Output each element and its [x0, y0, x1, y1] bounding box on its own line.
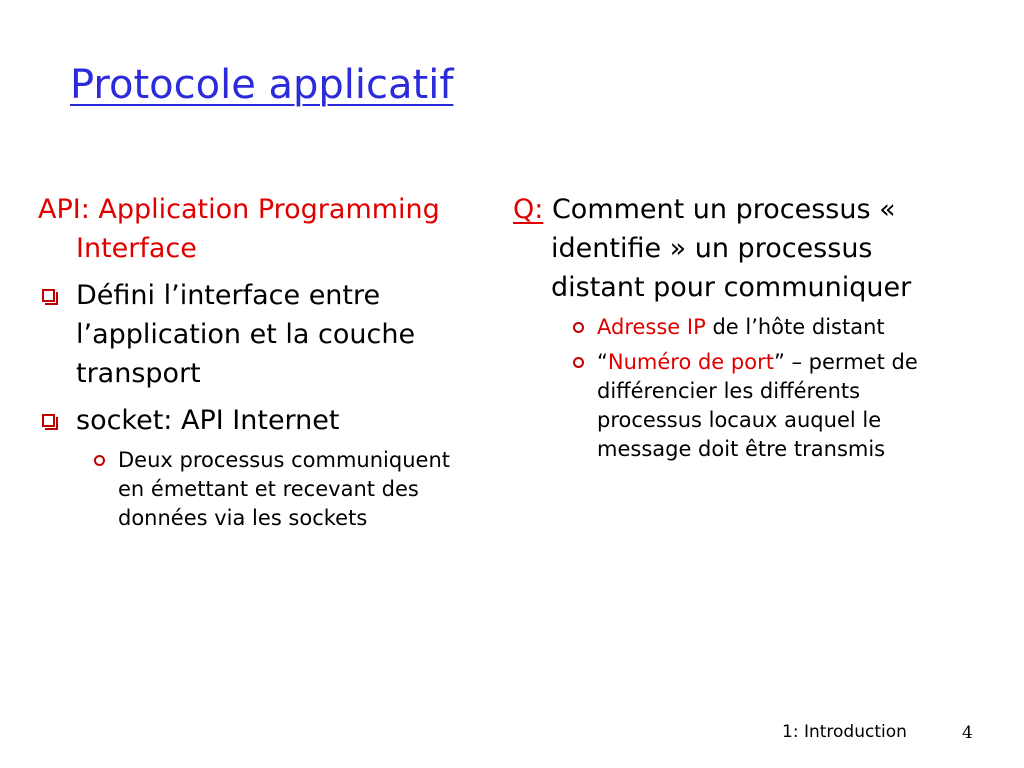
sub-bullet-ip: [563, 313, 923, 342]
bullet-interface: [38, 276, 478, 393]
port-open-quote: “: [597, 350, 608, 374]
left-column: [38, 190, 478, 533]
question-text: Comment un processus « identifie » un processus distant pour communiquer: [543, 194, 912, 303]
question-label: Q:: [513, 194, 544, 225]
slide-title: Protocole applicatif: [70, 62, 454, 108]
sub-bullet-processes: [84, 446, 478, 533]
bullet-interface-text: Défini l’interface entre l’application et la couche transport: [76, 280, 416, 389]
square-bullet-icon: [42, 289, 55, 302]
question: [513, 190, 923, 307]
port-highlight: Numéro de port: [607, 350, 774, 374]
right-column: [513, 190, 923, 464]
port-rest: ” – permet de différencier les différents processus locaux auquel le message doit être transmis: [597, 350, 918, 461]
footer-section: 1: Introduction: [782, 722, 907, 742]
bullet-socket-text: socket: API Internet: [76, 405, 340, 436]
square-bullet-icon: [42, 414, 55, 427]
circle-bullet-icon: [573, 322, 584, 333]
sub-bullet-processes-text: Deux processus communiquent en émettant et recevant des données via les sockets: [118, 448, 450, 530]
bullet-socket: [38, 401, 478, 440]
ip-highlight: Adresse IP: [597, 315, 706, 339]
sub-bullet-port: [563, 348, 923, 464]
api-heading: API: Application Programming Interface: [38, 194, 440, 264]
circle-bullet-icon: [573, 357, 584, 368]
circle-bullet-icon: [94, 455, 105, 466]
ip-rest: de l’hôte distant: [705, 315, 885, 339]
page-number: 4: [962, 723, 973, 743]
